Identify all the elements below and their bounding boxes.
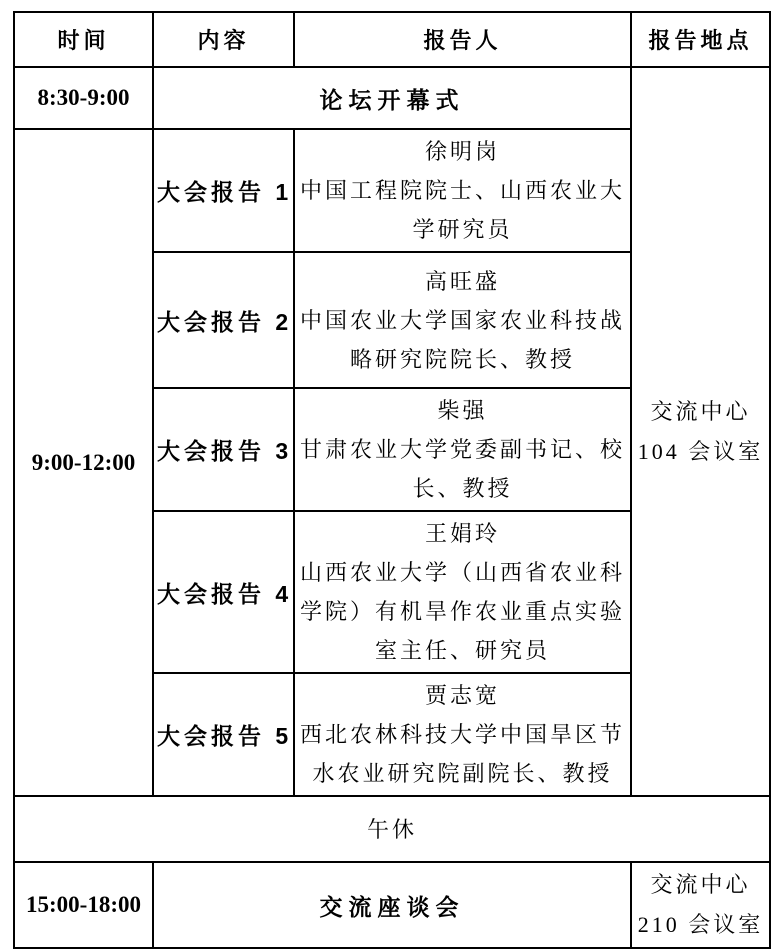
header-row <box>14 12 770 67</box>
closing-location <box>631 862 770 948</box>
speaker-affiliation: 中国工程院院士、山西农业大学研究员 <box>299 178 625 242</box>
report-3-speaker <box>294 388 631 511</box>
report-2-speaker <box>294 252 631 388</box>
report-4-label: 大会报告 4 <box>153 511 294 673</box>
closing-location-line2: 210 会议室 <box>637 912 764 937</box>
opening-row <box>14 67 770 129</box>
report-1-label: 大会报告 1 <box>153 129 294 252</box>
morning-location-line2: 104 会议室 <box>637 438 764 464</box>
opening-title: 论坛开幕式 <box>153 67 631 129</box>
report-3-label: 大会报告 3 <box>153 388 294 511</box>
morning-time: 9:00-12:00 <box>14 129 153 796</box>
header-content: 内容 <box>153 12 294 67</box>
closing-row <box>14 862 770 948</box>
speaker-affiliation: 山西农业大学（山西省农业科学院）有机旱作农业重点实验室主任、研究员 <box>299 560 625 663</box>
morning-location-line1: 交流中心 <box>650 398 751 424</box>
header-speaker: 报告人 <box>294 12 631 67</box>
lunch-row <box>14 796 770 862</box>
report-1-speaker <box>294 129 631 252</box>
speaker-name: 高旺盛 <box>424 268 500 294</box>
closing-time: 15:00-18:00 <box>14 862 153 948</box>
speaker-name: 徐明岗 <box>424 139 500 164</box>
header-time: 时间 <box>14 12 153 67</box>
speaker-name: 王娟玲 <box>424 521 500 546</box>
speaker-affiliation: 中国农业大学国家农业科技战略研究院院长、教授 <box>299 307 625 372</box>
report-5-speaker <box>294 673 631 796</box>
lunch-label: 午休 <box>14 796 770 862</box>
speaker-name: 柴强 <box>437 398 488 423</box>
schedule-table <box>13 11 771 949</box>
closing-location-line1: 交流中心 <box>650 872 751 897</box>
speaker-affiliation: 西北农林科技大学中国旱区节水农业研究院副院长、教授 <box>299 722 625 786</box>
opening-time: 8:30-9:00 <box>14 67 153 129</box>
header-location: 报告地点 <box>631 12 770 67</box>
closing-title: 交流座谈会 <box>153 862 631 948</box>
speaker-affiliation: 甘肃农业大学党委副书记、校长、教授 <box>299 437 625 501</box>
morning-location <box>631 67 770 796</box>
report-5-label: 大会报告 5 <box>153 673 294 796</box>
report-4-speaker <box>294 511 631 673</box>
report-2-label: 大会报告 2 <box>153 252 294 388</box>
speaker-name: 贾志宽 <box>424 683 500 708</box>
